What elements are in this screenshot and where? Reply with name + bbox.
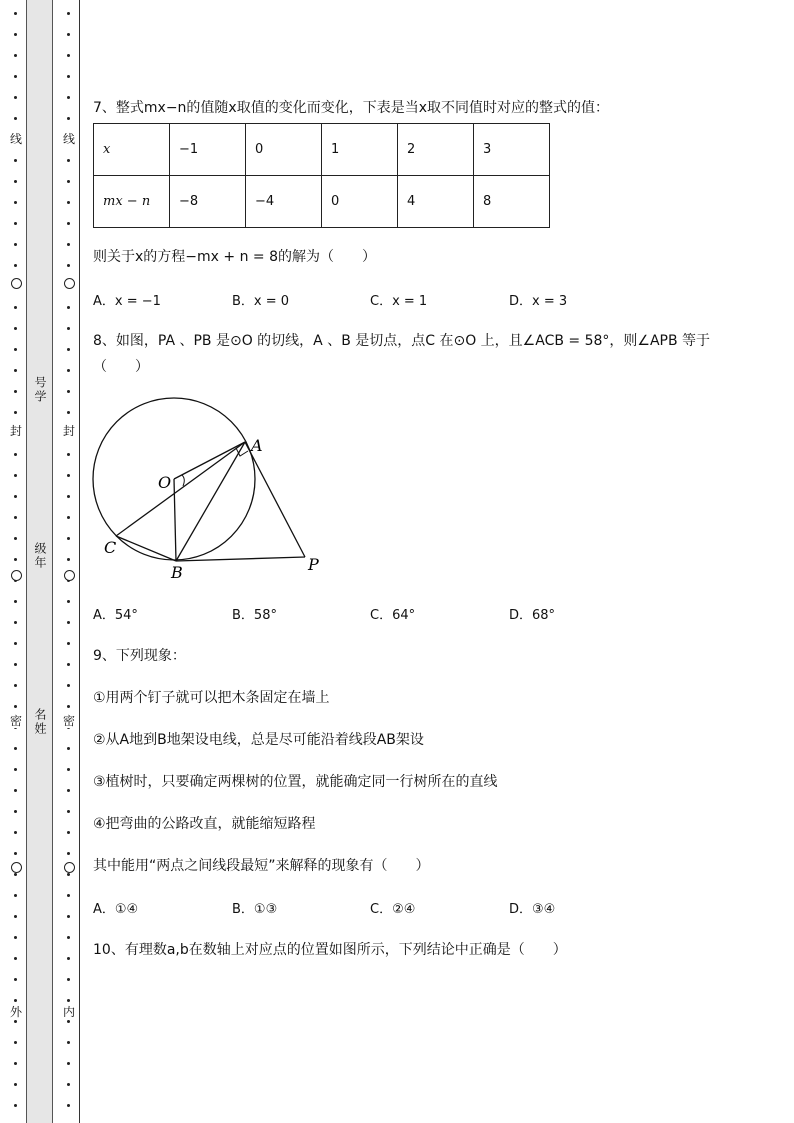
- table-cell: 8: [474, 176, 550, 228]
- seal-dot: [14, 768, 17, 771]
- seal-dot: [67, 999, 70, 1002]
- seal-dot: [14, 936, 17, 939]
- seal-dot: [14, 1062, 17, 1065]
- seal-dot: [14, 894, 17, 897]
- seal-dot: [14, 159, 17, 162]
- seal-dot: [67, 306, 70, 309]
- seal-dot: [14, 33, 17, 36]
- seal-dot: [67, 705, 70, 708]
- seal-dot: [14, 117, 17, 120]
- seal-dot: [67, 453, 70, 456]
- seal-dot: [67, 54, 70, 57]
- seal-dot: [67, 1062, 70, 1065]
- seal-dot: [67, 894, 70, 897]
- seal-dot: [14, 75, 17, 78]
- seal-dot: [14, 222, 17, 225]
- seal-dot: [14, 957, 17, 960]
- seal-dot: [14, 1083, 17, 1086]
- q8-circle-tangent-figure: [88, 395, 328, 585]
- q9-option-c[interactable]: C．②④: [370, 902, 416, 917]
- seal-dot: [14, 264, 17, 267]
- seal-dot: [14, 705, 17, 708]
- inner-circle-marker: [64, 862, 75, 873]
- seal-dot: [67, 264, 70, 267]
- seal-dot: [14, 537, 17, 540]
- q8-option-a[interactable]: A．54°: [93, 608, 138, 623]
- seal-dot: [67, 75, 70, 78]
- seal-dot: [14, 1104, 17, 1107]
- q8-option-b[interactable]: B．58°: [232, 608, 277, 623]
- table-cell: −1: [170, 124, 246, 176]
- q9-item-3: ③植树时，只要确定两棵树的位置，就能确定同一行树所在的直线: [93, 774, 498, 790]
- grade-field-label: [26, 542, 53, 574]
- seal-dot: [67, 852, 70, 855]
- seal-dot: [67, 537, 70, 540]
- seal-dot: [14, 642, 17, 645]
- tangent-pa: [245, 442, 305, 557]
- outer-marker-feng: 封: [9, 424, 22, 438]
- q9-option-b[interactable]: B．①③: [232, 902, 278, 917]
- outer-marker-mi: 密: [9, 714, 22, 728]
- seal-dot: [67, 516, 70, 519]
- q7-stem: 7、整式mx−n的值随x取值的变化而变化，下表是当x取不同值时对应的整式的值：: [93, 100, 610, 116]
- inner-dotted-seal-line: [62, 0, 76, 1123]
- outer-dotted-seal-line: [9, 0, 23, 1123]
- q7-options: [93, 290, 693, 310]
- seal-dot: [14, 621, 17, 624]
- chord-cb: [116, 536, 176, 561]
- label-b: B: [171, 563, 183, 582]
- seal-dot: [67, 600, 70, 603]
- seal-dot: [67, 831, 70, 834]
- seal-dot: [67, 936, 70, 939]
- chord-ac: [116, 442, 245, 536]
- seal-dot: [14, 348, 17, 351]
- seal-dot: [14, 600, 17, 603]
- table-row: [94, 176, 550, 228]
- seal-dot: [14, 453, 17, 456]
- seal-dot: [14, 495, 17, 498]
- seal-dot: [67, 495, 70, 498]
- seal-dot: [67, 474, 70, 477]
- seal-dot: [14, 327, 17, 330]
- radius-ob: [174, 479, 176, 561]
- seal-dot: [67, 915, 70, 918]
- q8-stem: 8、如图，PA 、PB 是⊙O 的切线，A 、B 是切点，点C 在⊙O 上，且∠ACB = 58°，则∠APB 等于: [93, 333, 711, 349]
- seal-dot: [14, 558, 17, 561]
- angle-mark-o: [182, 475, 184, 486]
- margin-rule: [79, 0, 80, 1123]
- seal-dot: [67, 390, 70, 393]
- outer-marker-wai: 外: [9, 1005, 22, 1019]
- seal-dot: [67, 663, 70, 666]
- q7-option-a[interactable]: A．x = −1: [93, 294, 161, 309]
- q9-item-4: ④把弯曲的公路改直，就能缩短路程: [93, 816, 316, 832]
- q9-options: [93, 898, 693, 918]
- seal-dot: [67, 411, 70, 414]
- q9-option-a[interactable]: A．①④: [93, 902, 139, 917]
- seal-dot: [14, 663, 17, 666]
- student-id-field-label: [26, 376, 53, 408]
- seal-dot: [67, 159, 70, 162]
- table-cell: −8: [170, 176, 246, 228]
- outer-circle-marker: [11, 278, 22, 289]
- outer-marker-xian: 线: [9, 132, 22, 146]
- inner-marker-xian: 线: [62, 132, 75, 146]
- label-o: O: [158, 473, 172, 492]
- label-a: A: [251, 436, 263, 455]
- seal-dot: [67, 642, 70, 645]
- seal-dot: [67, 957, 70, 960]
- q9-item-1: ①用两个钉子就可以把木条固定在墙上: [93, 690, 330, 706]
- seal-dot: [14, 1041, 17, 1044]
- q8-option-c[interactable]: C．64°: [370, 608, 416, 623]
- name-field-label: [26, 708, 53, 740]
- q9-item-2: ②从A地到B地架设电线，总是尽可能沿着线段AB架设: [93, 732, 424, 748]
- seal-dot: [67, 1104, 70, 1107]
- inner-marker-nei: 内: [62, 1005, 75, 1019]
- seal-dot: [67, 978, 70, 981]
- inner-marker-mi: 密: [62, 714, 75, 728]
- seal-dot: [14, 873, 17, 876]
- seal-dot: [67, 558, 70, 561]
- table-cell: 1: [322, 124, 398, 176]
- inner-circle-marker: [64, 278, 75, 289]
- binding-margin: [0, 0, 82, 1123]
- outer-circle-marker: [11, 570, 22, 581]
- q7-question: 则关于x的方程−mx + n = 8的解为（ ）: [93, 249, 376, 265]
- table-cell: 0: [322, 176, 398, 228]
- label-p: P: [308, 555, 319, 574]
- seal-dot: [67, 243, 70, 246]
- q8-options: [93, 604, 693, 624]
- q7-option-c[interactable]: C．x = 1: [370, 294, 428, 309]
- seal-dot: [14, 747, 17, 750]
- seal-dot: [67, 12, 70, 15]
- table-cell: 4: [398, 176, 474, 228]
- seal-dot: [14, 999, 17, 1002]
- seal-dot: [67, 1020, 70, 1023]
- seal-dot: [14, 54, 17, 57]
- seal-dot: [67, 327, 70, 330]
- seal-dot: [14, 831, 17, 834]
- seal-dot: [67, 768, 70, 771]
- seal-dot: [14, 201, 17, 204]
- q9-option-d[interactable]: D．③④: [509, 902, 556, 917]
- seal-dot: [67, 96, 70, 99]
- field-label-student-id: 号学: [33, 376, 47, 404]
- seal-dot: [67, 180, 70, 183]
- seal-dot: [67, 33, 70, 36]
- table-cell: −4: [246, 176, 322, 228]
- seal-dot: [67, 684, 70, 687]
- seal-dot: [14, 243, 17, 246]
- seal-dot: [67, 873, 70, 876]
- seal-dot: [14, 1020, 17, 1023]
- q9-question: 其中能用“两点之间线段最短”来解释的现象有（ ）: [93, 858, 430, 874]
- seal-dot: [14, 516, 17, 519]
- seal-dot: [67, 348, 70, 351]
- seal-dot: [14, 390, 17, 393]
- seal-dot: [67, 1083, 70, 1086]
- seal-dot: [14, 810, 17, 813]
- table-cell: 0: [246, 124, 322, 176]
- seal-dot: [67, 810, 70, 813]
- q9-stem: 9、下列现象：: [93, 648, 186, 664]
- outer-circle-marker: [11, 862, 22, 873]
- seal-dot: [67, 747, 70, 750]
- seal-dot: [14, 369, 17, 372]
- seal-dot: [67, 369, 70, 372]
- table-cell: 2: [398, 124, 474, 176]
- seal-dot: [67, 1041, 70, 1044]
- q8-option-d[interactable]: D．68°: [509, 608, 556, 623]
- seal-dot: [14, 978, 17, 981]
- seal-dot: [67, 117, 70, 120]
- seal-dot: [14, 684, 17, 687]
- q8-answer-paren: （ ）: [93, 359, 149, 375]
- seal-dot: [67, 201, 70, 204]
- table-row: [94, 124, 550, 176]
- seal-dot: [14, 96, 17, 99]
- seal-dot: [14, 852, 17, 855]
- seal-dot: [14, 411, 17, 414]
- seal-dot: [14, 306, 17, 309]
- seal-dot: [14, 12, 17, 15]
- q7-option-d[interactable]: D．x = 3: [509, 294, 568, 309]
- seal-dot: [67, 621, 70, 624]
- seal-dot: [14, 474, 17, 477]
- seal-dot: [14, 180, 17, 183]
- q7-option-b[interactable]: B．x = 0: [232, 294, 290, 309]
- q7-value-table: [93, 123, 550, 228]
- seal-dot: [14, 915, 17, 918]
- field-label-name: 名姓: [33, 708, 47, 736]
- table-cell: 3: [474, 124, 550, 176]
- seal-dot: [67, 222, 70, 225]
- field-label-grade: 级年: [33, 542, 47, 570]
- table-cell: x: [94, 124, 170, 176]
- table-cell: mx − n: [94, 176, 170, 228]
- seal-dot: [14, 789, 17, 792]
- q10-stem: 10、有理数a,b在数轴上对应点的位置如图所示，下列结论中正确是（ ）: [93, 942, 567, 958]
- inner-circle-marker: [64, 570, 75, 581]
- label-c: C: [104, 538, 117, 557]
- inner-marker-feng: 封: [62, 424, 75, 438]
- seal-dot: [67, 789, 70, 792]
